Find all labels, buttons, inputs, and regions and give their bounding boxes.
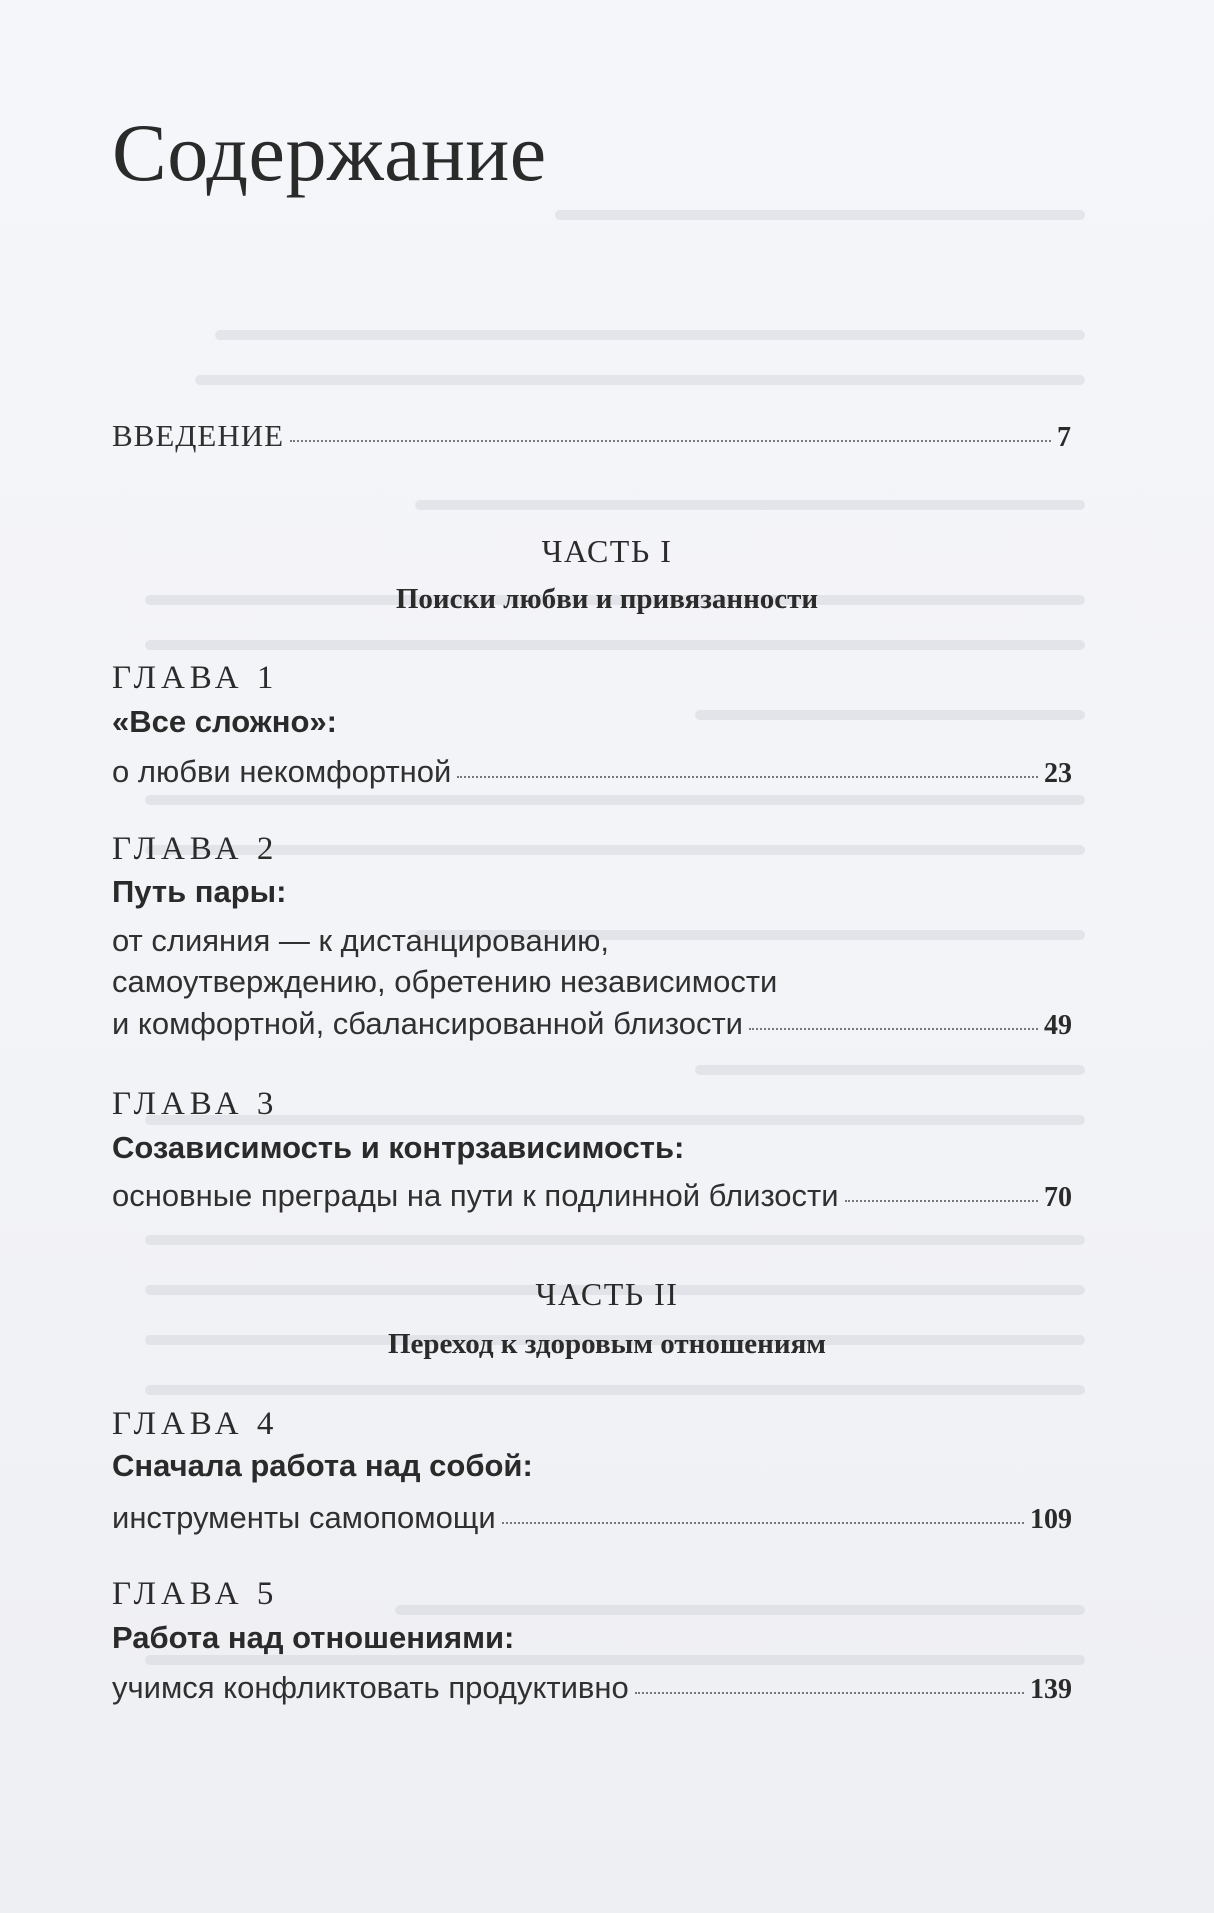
- part-subtitle-2: Переход к здоровым отношениям: [387, 1328, 827, 1360]
- toc-entry-text: и комфортной, сбалансированной близости: [112, 1006, 743, 1041]
- chapter-label-2: ГЛАВА 2: [112, 831, 279, 867]
- part-heading-2: ЧАСТЬ II: [535, 1276, 679, 1312]
- toc-entry-intro[interactable]: [112, 420, 1072, 452]
- part-subtitle-1: Поиски любви и привязанности: [395, 583, 819, 615]
- chapter-title-4: Сначала работа над собой:: [112, 1448, 533, 1483]
- toc-entry-text: о любви некомфортной: [112, 754, 452, 789]
- chapter-title-5: Работа над отношениями:: [112, 1620, 515, 1655]
- page-number: 7: [1057, 422, 1072, 453]
- toc-entry-chapter-2[interactable]: [112, 1008, 1072, 1040]
- dot-leader: [290, 440, 1051, 442]
- page-number: 49: [1044, 1010, 1072, 1041]
- chapter-label-4: ГЛАВА 4: [112, 1406, 279, 1442]
- chapter-label-5: ГЛАВА 5: [112, 1576, 279, 1612]
- chapter-subtitle-line: самоутверждению, обретению независимости: [112, 964, 778, 999]
- toc-entry-label: ВВЕДЕНИЕ: [112, 418, 285, 453]
- chapter-title-3: Созависимость и контрзависимость:: [112, 1130, 685, 1165]
- toc-entry-chapter-5[interactable]: [112, 1672, 1072, 1704]
- toc-entry-chapter-1[interactable]: [112, 756, 1072, 788]
- page-number: 139: [1030, 1674, 1072, 1705]
- page-number: 70: [1044, 1182, 1072, 1213]
- chapter-subtitle-line: от слияния — к дистанцированию,: [112, 923, 610, 958]
- part-heading-1: ЧАСТЬ I: [541, 533, 673, 569]
- chapter-label-1: ГЛАВА 1: [112, 660, 279, 696]
- toc-entry-chapter-3[interactable]: [112, 1180, 1072, 1212]
- dot-leader: [457, 776, 1038, 778]
- toc-entry-chapter-4[interactable]: [112, 1502, 1072, 1534]
- page-number: 109: [1030, 1504, 1072, 1535]
- dot-leader: [845, 1200, 1038, 1202]
- page-number: 23: [1044, 758, 1072, 789]
- toc-entry-text: основные преграды на пути к подлинной близости: [112, 1178, 839, 1213]
- dot-leader: [502, 1522, 1024, 1524]
- chapter-label-3: ГЛАВА 3: [112, 1086, 279, 1122]
- toc-entry-text: учимся конфликтовать продуктивно: [112, 1670, 629, 1705]
- chapter-title-1: «Все сложно»:: [112, 704, 337, 739]
- page-title: Содержание: [112, 107, 547, 198]
- dot-leader: [749, 1028, 1038, 1030]
- dot-leader: [635, 1692, 1024, 1694]
- toc-entry-text: инструменты самопомощи: [112, 1500, 496, 1535]
- chapter-title-2: Путь пары:: [112, 874, 287, 909]
